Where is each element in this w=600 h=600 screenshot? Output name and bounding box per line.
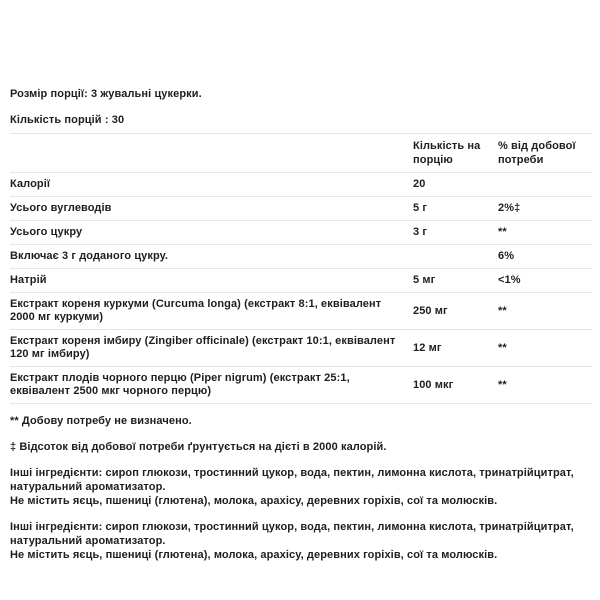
row-label: Екстракт плодів чорного перцю (Piper nigrum) (екстракт 25:1, еквівалент 2500 мкг чорного перцю) [10, 372, 350, 397]
servings-count-text: Кількість порцій : 30 [10, 114, 125, 126]
other-ingredients-text: Інші інгредієнти: сироп глюкози, тростинний цукор, вода, пектин, лимонна кислота, тринатрійцитрат, натуральний ароматизатор. [10, 467, 574, 493]
footnote-percent-basis: ‡ Відсоток від добової потреби ґрунтується на дієті в 2000 калорій. [10, 441, 387, 453]
table-row-ginger-extract [10, 330, 592, 367]
serving-size-text: Розмір порції: 3 жувальні цукерки. [10, 88, 202, 100]
row-label: Натрій [10, 274, 47, 286]
row-amount: 3 г [413, 226, 428, 238]
row-label: Усього цукру [10, 226, 83, 238]
footnotes-section [10, 414, 592, 562]
footnote-daily-value-unknown: ** Добову потребу не визначено. [10, 415, 192, 427]
row-amount: 20 [413, 178, 426, 190]
facts-table [10, 133, 592, 404]
row-label: Калорії [10, 178, 51, 190]
other-ingredients-block-1 [10, 466, 592, 508]
row-label: Включає 3 г доданого цукру. [10, 250, 169, 262]
row-daily-value: ** [498, 304, 507, 317]
table-row-total-carbs [10, 197, 592, 221]
row-amount: 12 мг [413, 341, 442, 354]
other-ingredients-block-2 [10, 520, 592, 562]
row-amount: 250 мг [413, 304, 448, 317]
row-daily-value: ** [498, 341, 507, 354]
column-header-amount: Кількість на порцію [413, 140, 481, 166]
table-row-turmeric-extract [10, 293, 592, 330]
table-row-black-pepper-extract [10, 367, 592, 404]
table-header-row [10, 134, 592, 173]
row-daily-value: 2%‡ [498, 202, 521, 214]
table-row-calories [10, 173, 592, 197]
row-daily-value: <1% [498, 274, 521, 286]
allergen-statement: Не містить яєць, пшениці (глютена), молока, арахісу, деревних горіхів, сої та молюсків. [10, 549, 498, 561]
row-label: Екстракт кореня імбиру (Zingiber officinale) (екстракт 10:1, еквівалент 120 мг імбиру) [10, 335, 396, 360]
table-row-sodium [10, 269, 592, 293]
column-header-daily-value: % від добової потреби [498, 140, 576, 166]
row-daily-value: ** [498, 226, 507, 238]
row-amount: 5 мг [413, 274, 436, 286]
table-row-total-sugars [10, 221, 592, 245]
allergen-statement: Не містить яєць, пшениці (глютена), молока, арахісу, деревних горіхів, сої та молюсків. [10, 495, 498, 507]
row-label: Екстракт кореня куркуми (Curcuma longa) (екстракт 8:1, еквівалент 2000 мг куркуми) [10, 298, 382, 323]
row-daily-value: 6% [498, 250, 515, 262]
row-amount: 5 г [413, 202, 428, 214]
row-label: Усього вуглеводів [10, 202, 112, 214]
table-row-added-sugars [10, 245, 592, 269]
row-daily-value: ** [498, 378, 507, 391]
other-ingredients-text: Інші інгредієнти: сироп глюкози, тростинний цукор, вода, пектин, лимонна кислота, тринатрійцитрат, натуральний ароматизатор. [10, 521, 574, 547]
row-amount: 100 мкг [413, 378, 454, 391]
